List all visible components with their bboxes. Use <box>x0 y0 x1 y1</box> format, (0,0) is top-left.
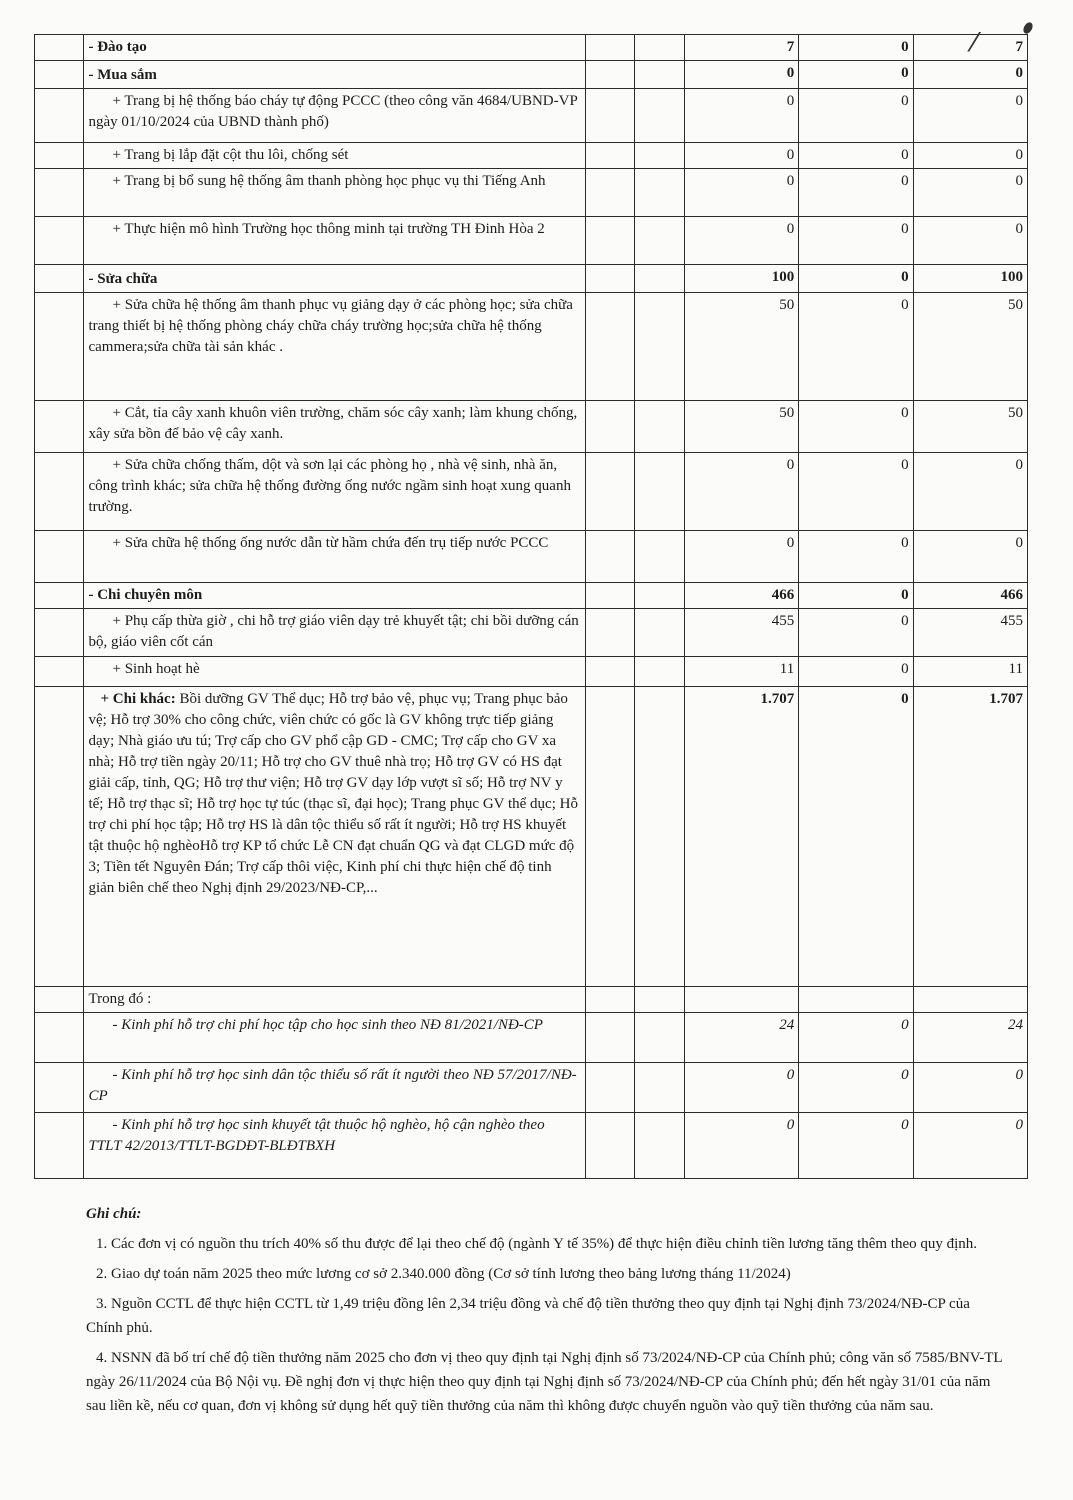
value-cell: 0 <box>913 143 1027 169</box>
item-label-cell <box>84 293 585 401</box>
value-cell: 0 <box>913 89 1027 143</box>
value-cell: 0 <box>684 169 798 217</box>
item-label-cell <box>84 453 585 531</box>
empty-cell <box>585 583 634 609</box>
item-label-cell <box>84 1113 585 1179</box>
empty-cell <box>635 143 684 169</box>
item-label-cell <box>84 169 585 217</box>
empty-cell <box>585 293 634 401</box>
item-label: + Trang bị hệ thống báo cháy tự động PCCC (theo công văn 4684/UBND-VP ngày 01/10/2024 của UBND thành phố) <box>88 93 578 130</box>
value-cell: 0 <box>913 453 1027 531</box>
value-cell: 1.707 <box>913 687 1027 987</box>
value-cell: 0 <box>799 453 913 531</box>
empty-cell <box>635 1013 684 1063</box>
value-cell: 0 <box>684 453 798 531</box>
item-label: + Sửa chữa hệ thống âm thanh phục vụ giảng dạy ở các phòng học; sửa chữa trang thiết bị hệ thống phòng cháy chữa cháy trường học;sửa chữa hệ thống cammera;sửa chữa tài sản khác . <box>88 297 573 355</box>
item-label: + Phụ cấp thừa giờ , chi hỗ trợ giáo viên dạy trẻ khuyết tật; chi bồi dưỡng cán bộ, giáo viên cốt cán <box>88 613 579 650</box>
empty-cell <box>585 61 634 89</box>
value-cell: 50 <box>684 293 798 401</box>
note-item: 3. Nguồn CCTL để thực hiện CCTL từ 1,49 triệu đồng lên 2,34 triệu đồng và chế độ tiền thưởng theo quy định tại Nghị định 73/2024/NĐ-CP của Chính phủ. <box>86 1296 970 1336</box>
item-label-cell <box>84 401 585 453</box>
value-cell: 100 <box>684 265 798 293</box>
table-row <box>35 1113 1028 1179</box>
empty-cell <box>585 987 634 1013</box>
empty-cell <box>635 687 684 987</box>
value-cell: 0 <box>799 61 913 89</box>
value-cell: 0 <box>684 89 798 143</box>
empty-cell <box>635 609 684 657</box>
stt-cell <box>35 687 84 987</box>
value-cell: 7 <box>684 35 798 61</box>
value-cell: 0 <box>684 217 798 265</box>
stt-cell <box>35 987 84 1013</box>
table-row <box>35 35 1028 61</box>
value-cell: 0 <box>799 583 913 609</box>
stt-cell <box>35 169 84 217</box>
item-label-cell <box>84 143 585 169</box>
item-label: - Kinh phí hỗ trợ chi phí học tập cho học sinh theo NĐ 81/2021/NĐ-CP <box>112 1017 543 1033</box>
value-cell: 0 <box>799 657 913 687</box>
value-cell: 0 <box>799 169 913 217</box>
empty-cell <box>635 401 684 453</box>
notes-title: Ghi chú: <box>86 1206 142 1222</box>
item-label: + Trang bị bổ sung hệ thống âm thanh phòng học phục vụ thi Tiếng Anh <box>112 173 546 189</box>
item-label: + Sửa chữa hệ thống ống nước dẫn từ hầm chứa đến trụ tiếp nước PCCC <box>112 535 549 551</box>
item-label: - Đào tạo <box>88 39 147 55</box>
table-row <box>35 657 1028 687</box>
budget-table <box>34 34 1028 1179</box>
item-label: - Kinh phí hỗ trợ học sinh dân tộc thiểu số rất ít người theo NĐ 57/2017/NĐ-CP <box>88 1067 577 1104</box>
value-cell: 0 <box>799 293 913 401</box>
empty-cell <box>585 687 634 987</box>
stt-cell <box>35 61 84 89</box>
empty-cell <box>635 1113 684 1179</box>
item-label-cell <box>84 583 585 609</box>
item-label: - Sửa chữa <box>88 271 158 287</box>
empty-cell <box>585 1113 634 1179</box>
value-cell: 0 <box>913 169 1027 217</box>
stt-cell <box>35 1013 84 1063</box>
value-cell: 0 <box>913 1063 1027 1113</box>
item-label-cell <box>84 987 585 1013</box>
table-row <box>35 217 1028 265</box>
stt-cell <box>35 35 84 61</box>
value-cell: 0 <box>799 35 913 61</box>
empty-cell <box>635 89 684 143</box>
empty-cell <box>585 609 634 657</box>
item-label: + Sinh hoạt hè <box>112 661 200 677</box>
empty-cell <box>635 61 684 89</box>
value-cell: 0 <box>684 1063 798 1113</box>
empty-cell <box>585 401 634 453</box>
value-cell: 0 <box>799 217 913 265</box>
value-cell: 24 <box>913 1013 1027 1063</box>
value-cell: 0 <box>913 61 1027 89</box>
empty-cell <box>585 169 634 217</box>
empty-cell <box>585 217 634 265</box>
item-label-cell <box>84 1013 585 1063</box>
item-label-bold: + Chi khác: <box>100 691 176 707</box>
value-cell: 11 <box>684 657 798 687</box>
value-cell: 50 <box>913 401 1027 453</box>
note-item: 2. Giao dự toán năm 2025 theo mức lương cơ sở 2.340.000 đồng (Cơ sở tính lương theo bảng lương tháng 11/2024) <box>96 1266 791 1282</box>
stt-cell <box>35 453 84 531</box>
item-label: - Chi chuyên môn <box>88 587 203 603</box>
empty-cell <box>635 265 684 293</box>
value-cell: 0 <box>913 1113 1027 1179</box>
value-cell: 11 <box>913 657 1027 687</box>
empty-cell <box>585 143 634 169</box>
notes-section <box>86 1202 1006 1424</box>
value-cell: 0 <box>799 401 913 453</box>
stt-cell <box>35 265 84 293</box>
value-cell: 0 <box>684 143 798 169</box>
value-cell <box>799 987 913 1013</box>
item-label-cell <box>84 89 585 143</box>
value-cell: 0 <box>799 1113 913 1179</box>
empty-cell <box>585 265 634 293</box>
stt-cell <box>35 143 84 169</box>
table-row <box>35 583 1028 609</box>
value-cell: 0 <box>684 61 798 89</box>
stt-cell <box>35 89 84 143</box>
item-label: Trong đó : <box>88 991 152 1007</box>
value-cell: 0 <box>799 265 913 293</box>
item-label-cell <box>84 1063 585 1113</box>
stt-cell <box>35 657 84 687</box>
empty-cell <box>635 531 684 583</box>
empty-cell <box>585 1063 634 1113</box>
value-cell <box>913 987 1027 1013</box>
note-item: 1. Các đơn vị có nguồn thu trích 40% số thu được để lại theo chế độ (ngành Y tế 35%) để thực hiện điều chỉnh tiền lương tăng thêm theo quy định. <box>96 1236 978 1252</box>
item-label-cell <box>84 265 585 293</box>
table-row <box>35 531 1028 583</box>
stt-cell <box>35 217 84 265</box>
item-label-cell <box>84 61 585 89</box>
value-cell: 7 <box>913 35 1027 61</box>
value-cell: 24 <box>684 1013 798 1063</box>
value-cell: 0 <box>799 1013 913 1063</box>
table-row <box>35 169 1028 217</box>
value-cell: 455 <box>684 609 798 657</box>
stt-cell <box>35 531 84 583</box>
item-label: + Trang bị lắp đặt cột thu lôi, chống sét <box>112 147 349 163</box>
table-row <box>35 143 1028 169</box>
value-cell: 466 <box>913 583 1027 609</box>
item-label: + Cắt, tỉa cây xanh khuôn viên trường, chăm sóc cây xanh; làm khung chống, xây sửa bồn để bảo vệ cây xanh. <box>88 405 578 442</box>
table-row <box>35 453 1028 531</box>
stt-cell <box>35 583 84 609</box>
item-label-cell <box>84 35 585 61</box>
empty-cell <box>635 35 684 61</box>
item-label-cell <box>84 609 585 657</box>
empty-cell <box>635 169 684 217</box>
item-label-cell <box>84 217 585 265</box>
empty-cell <box>635 217 684 265</box>
table-row <box>35 293 1028 401</box>
empty-cell <box>585 35 634 61</box>
empty-cell <box>585 89 634 143</box>
value-cell: 0 <box>799 687 913 987</box>
value-cell: 0 <box>684 531 798 583</box>
stt-cell <box>35 401 84 453</box>
value-cell <box>684 987 798 1013</box>
value-cell: 0 <box>799 143 913 169</box>
table-row <box>35 89 1028 143</box>
table-row <box>35 1063 1028 1113</box>
handwritten-mark: ⁄ <box>972 28 977 58</box>
value-cell: 0 <box>913 531 1027 583</box>
table-row <box>35 1013 1028 1063</box>
table-row <box>35 687 1028 987</box>
empty-cell <box>635 987 684 1013</box>
table-row <box>35 987 1028 1013</box>
value-cell: 0 <box>684 1113 798 1179</box>
item-label: Bồi dưỡng GV Thể dục; Hỗ trợ bảo vệ, phục vụ; Trang phục bảo vệ; Hỗ trợ 30% cho công chức, viên chức có gốc là GV không trực tiếp giảng dạy; Nhà giáo ưu tú; Trợ cấp cho GV phổ cập GD - CMC; Trợ cấp cho GV xa nhà; Hỗ trợ tiền ngày 20/11; Hỗ trợ cho GV thuê nhà trọ; Hỗ trợ GV có HS đạt giải cấp, tỉnh, QG; Hỗ trợ thư viện; Hỗ trợ GV dạy lớp vượt sĩ số; Hỗ trợ NV y tế; Hỗ trợ thạc sĩ; Hỗ trợ học tự túc (thạc sĩ, đại học); Trang phục GV thể dục; Hỗ trợ chi phí học tập; Hỗ trợ HS là dân tộc thiểu số rất ít người; Hỗ trợ HS khuyết tật thuộc hộ nghèoHỗ trợ KP tổ chức Lễ CN đạt chuẩn QG và đạt CLGD mức độ 3; Tiền tết Nguyên Đán; Trợ cấp thôi việc, Kinh phí chi thực hiện chế độ tinh giản biên chế theo Nghị định 29/2023/NĐ-CP,... <box>88 691 578 896</box>
empty-cell <box>635 1063 684 1113</box>
value-cell: 100 <box>913 265 1027 293</box>
value-cell: 466 <box>684 583 798 609</box>
value-cell: 0 <box>799 1063 913 1113</box>
value-cell: 0 <box>799 531 913 583</box>
item-label: + Sửa chữa chống thấm, dột và sơn lại các phòng họ , nhà vệ sinh, nhà ăn, công trình khác; sửa chữa hệ thống đường ống nước ngầm sinh hoạt xung quanh trường. <box>88 457 571 515</box>
table-row <box>35 265 1028 293</box>
stt-cell <box>35 1113 84 1179</box>
value-cell: 0 <box>799 609 913 657</box>
table-row <box>35 61 1028 89</box>
empty-cell <box>585 657 634 687</box>
note-item: 4. NSNN đã bố trí chế độ tiền thưởng năm 2025 cho đơn vị theo quy định tại Nghị định số 73/2024/NĐ-CP của Chính phủ; công văn số 7585/BNV-TL ngày 26/11/2024 của Bộ Nội vụ. Đề nghị đơn vị thực hiện theo quy định tại Nghị định số 73/2024/NĐ-CP của Chính phủ; đến hết ngày 31/01 của năm sau liền kề, nếu cơ quan, đơn vị không sử dụng hết quỹ tiền thưởng của năm thì không được chuyển nguồn vào quỹ tiền thưởng của năm sau. <box>86 1350 1003 1414</box>
table-row <box>35 609 1028 657</box>
stt-cell <box>35 1063 84 1113</box>
empty-cell <box>585 453 634 531</box>
value-cell: 50 <box>913 293 1027 401</box>
item-label-cell <box>84 687 585 987</box>
item-label: + Thực hiện mô hình Trường học thông minh tại trường TH Đinh Hòa 2 <box>112 221 545 237</box>
value-cell: 0 <box>799 89 913 143</box>
empty-cell <box>635 453 684 531</box>
item-label-cell <box>84 657 585 687</box>
value-cell: 0 <box>913 217 1027 265</box>
table-row <box>35 401 1028 453</box>
stt-cell <box>35 293 84 401</box>
empty-cell <box>635 583 684 609</box>
value-cell: 455 <box>913 609 1027 657</box>
value-cell: 1.707 <box>684 687 798 987</box>
empty-cell <box>635 657 684 687</box>
empty-cell <box>585 1013 634 1063</box>
stt-cell <box>35 609 84 657</box>
item-label: - Mua sắm <box>88 67 157 83</box>
value-cell: 50 <box>684 401 798 453</box>
empty-cell <box>635 293 684 401</box>
empty-cell <box>585 531 634 583</box>
item-label-cell <box>84 531 585 583</box>
item-label: - Kinh phí hỗ trợ học sinh khuyết tật thuộc hộ nghèo, hộ cận nghèo theo TTLT 42/2013/TTLT-BGDĐT-BLĐTBXH <box>88 1117 545 1154</box>
